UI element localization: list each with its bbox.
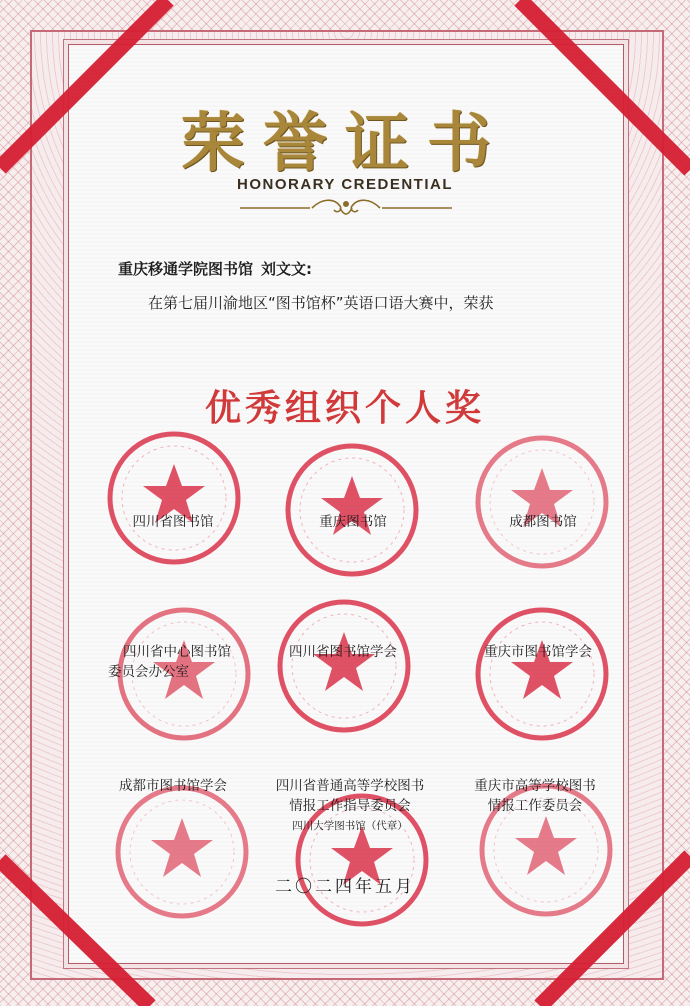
- issuer-7: 成都市图书馆学会: [119, 778, 227, 794]
- issuer-8-note: 四川大学图书馆（代章）: [292, 820, 408, 832]
- issuer-8: [250, 776, 450, 836]
- award-name: 优秀组织个人奖: [204, 387, 485, 429]
- seal-icon: [112, 782, 252, 922]
- issuer-8-line2: 情报工作指导委员会: [289, 798, 411, 814]
- issuer-9: [450, 776, 620, 816]
- issuer-6: 重庆市图书馆学会: [484, 644, 592, 660]
- issuer-4: [92, 642, 262, 682]
- recipient: [118, 258, 320, 279]
- seal-icon: [282, 440, 422, 580]
- issuer-4-line2: 委员会办公室: [108, 664, 189, 680]
- ornament-divider-icon: [240, 196, 452, 220]
- issuer-5: 四川省图书馆学会: [289, 644, 397, 660]
- recipient-organization: 重庆移通学院图书馆: [118, 260, 254, 278]
- seal-icon: [472, 604, 612, 744]
- issuer-9-line2: 情报工作委员会: [487, 798, 583, 814]
- seal-icon: [104, 428, 244, 568]
- issuer-8-line1: 四川省普通高等学校图书: [275, 778, 425, 794]
- recipient-name: 刘文文:: [261, 260, 313, 278]
- issuer-9-line1: 重庆市高等学校图书: [474, 778, 596, 794]
- seal-icon: [274, 596, 414, 736]
- seal-icon: [472, 432, 612, 572]
- issuer-1: 四川省图书馆: [132, 514, 214, 530]
- issue-date: 二〇二四年五月: [275, 877, 415, 897]
- issuer-3: 成都图书馆: [509, 514, 577, 530]
- issuer-2: 重庆图书馆: [319, 514, 387, 530]
- issuer-4-line1: 四川省中心图书馆: [123, 644, 231, 660]
- certificate-subtitle: HONORARY CREDENTIAL: [236, 176, 453, 193]
- certificate-title: 荣誉证书: [181, 106, 509, 181]
- certificate-body-text: 在第七届川渝地区“图书馆杯”英语口语大赛中，荣获: [148, 294, 494, 312]
